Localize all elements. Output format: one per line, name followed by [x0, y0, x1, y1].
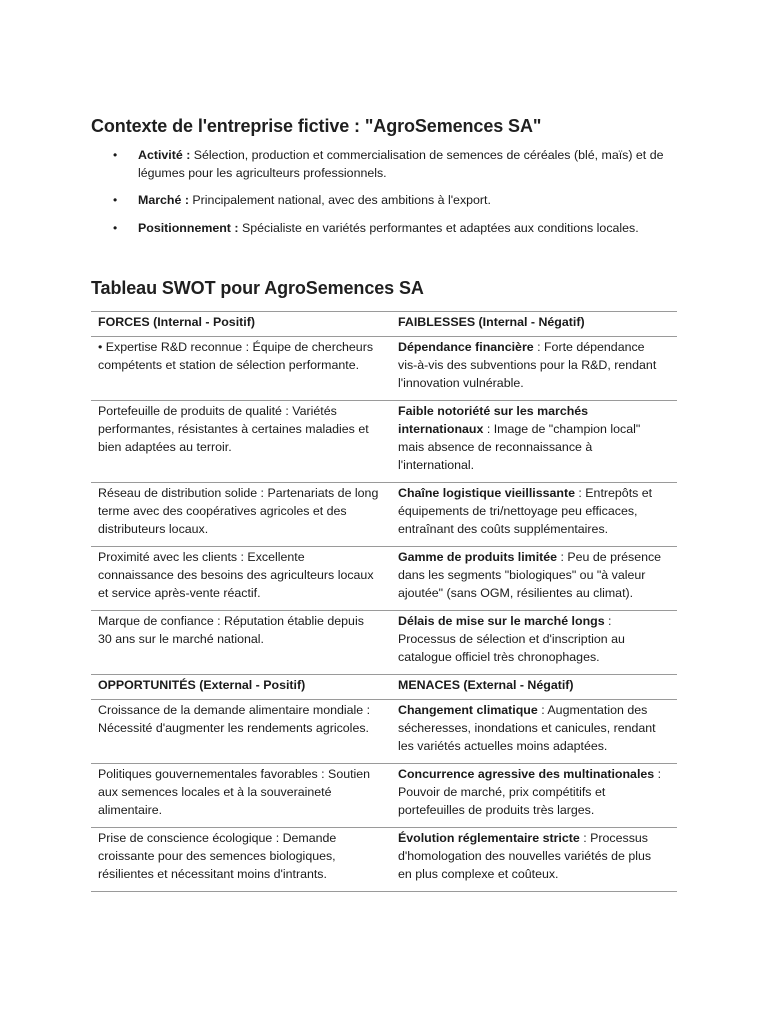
cell-bold: Évolution réglementaire stricte: [398, 831, 580, 845]
opportunites-header: OPPORTUNITÉS (External - Positif): [91, 675, 391, 700]
forces-cell: Portefeuille de produits de qualité : Variétés performantes, résistantes à certaines maladies et bien adaptées au terroir.: [91, 401, 391, 483]
cell-text: : Processus d'homologation des nouvelles variétés de plus en plus complexe et coûteux.: [398, 831, 652, 881]
table-row: [91, 401, 677, 483]
cell-text: : Image de "champion local" mais absence de reconnaissance à l'international.: [398, 422, 641, 472]
context-list: [91, 147, 681, 247]
list-item: [91, 147, 681, 182]
cell-text: : Pouvoir de marché, prix compétitifs et portefeuilles de produits très larges.: [398, 767, 662, 817]
item-text: Principalement national, avec des ambitions à l'export.: [188, 193, 491, 207]
cell-bold: Dépendance financière: [398, 340, 534, 354]
table-row: [91, 547, 677, 611]
item-text: Spécialiste en variétés performantes et adaptées aux conditions locales.: [238, 220, 639, 235]
item-text: Sélection, production et commercialisation de semences de céréales (blé, maïs) et de légumes pour les agriculteurs professionnels.: [138, 148, 664, 180]
faiblesses-header: FAIBLESSES (Internal - Négatif): [391, 312, 677, 337]
opportunites-cell: Croissance de la demande alimentaire mondiale : Nécessité d'augmenter les rendements agricoles.: [91, 700, 391, 764]
item-label: Positionnement :: [138, 220, 239, 235]
cell-bold: Concurrence agressive des multinationales: [398, 767, 655, 781]
menaces-cell: [391, 764, 677, 828]
cell-text: : Peu de présence dans les segments "biologiques" ou "à valeur ajoutée" (sans OGM, résilientes au climat).: [398, 550, 662, 600]
faiblesses-cell: [391, 611, 677, 675]
cell-bold: Faible notoriété sur les marchés internationaux: [398, 404, 589, 436]
item-label: Activité :: [138, 148, 191, 162]
context-title: Contexte de l'entreprise fictive : "AgroSemences SA": [91, 116, 542, 136]
table-row: [91, 828, 677, 892]
forces-cell: Proximité avec les clients : Excellente connaissance des besoins des agriculteurs locaux et service après-vente réactif.: [91, 547, 391, 611]
swot-title: Tableau SWOT pour AgroSemences SA: [91, 278, 424, 298]
table-row: [91, 700, 677, 764]
cell-text: : Augmentation des sécheresses, inondations et canicules, rendant les variétés actuelles moins adaptées.: [398, 703, 656, 753]
forces-cell: Marque de confiance : Réputation établie depuis 30 ans sur le marché national.: [91, 611, 391, 675]
menaces-cell: [391, 828, 677, 892]
faiblesses-cell: [391, 401, 677, 483]
opportunites-cell: Politiques gouvernementales favorables : Soutien aux semences locales et à la souveraineté alimentaire.: [91, 764, 391, 828]
table-row: [91, 483, 677, 547]
table-row: [91, 611, 677, 675]
forces-header: FORCES (Internal - Positif): [91, 312, 391, 337]
cell-bold: Chaîne logistique vieillissante: [398, 486, 575, 500]
header-row: [91, 312, 677, 337]
faiblesses-cell: [391, 337, 677, 401]
bullet-icon: •: [113, 220, 118, 235]
cell-text: : Processus de sélection et d'inscription au catalogue officiel très chronophages.: [398, 614, 625, 664]
cell-text: : Entrepôts et équipements de tri/nettoyage peu efficaces, entraînant des coûts supplémentaires.: [398, 486, 653, 536]
faiblesses-cell: [391, 547, 677, 611]
item-label: Marché :: [138, 193, 189, 207]
cell-bold: Délais de mise sur le marché longs: [398, 614, 605, 628]
cell-bold: Changement climatique: [398, 703, 538, 717]
list-item: [91, 192, 681, 210]
opportunites-cell: Prise de conscience écologique : Demande croissante pour des semences biologiques, résilientes et nécessitant moins d'intrants.: [91, 828, 391, 892]
cell-bold: Gamme de produits limitée: [398, 550, 558, 564]
swot-table: [91, 311, 677, 892]
cell-text: : Forte dépendance vis-à-vis des subventions pour la R&D, rendant l'innovation vulnérable.: [398, 340, 657, 390]
menaces-cell: [391, 700, 677, 764]
table-row: [91, 764, 677, 828]
table-row: [91, 337, 677, 401]
bullet-icon: •: [113, 193, 118, 207]
forces-cell: • Expertise R&D reconnue : Équipe de chercheurs compétents et station de sélection performante.: [91, 337, 391, 401]
faiblesses-cell: [391, 483, 677, 547]
forces-cell: Réseau de distribution solide : Partenariats de long terme avec des coopératives agricoles et des distributeurs locaux.: [91, 483, 391, 547]
header-row: [91, 675, 677, 700]
menaces-header: MENACES (External - Négatif): [391, 675, 677, 700]
list-item: [91, 220, 681, 238]
bullet-icon: •: [113, 148, 118, 162]
